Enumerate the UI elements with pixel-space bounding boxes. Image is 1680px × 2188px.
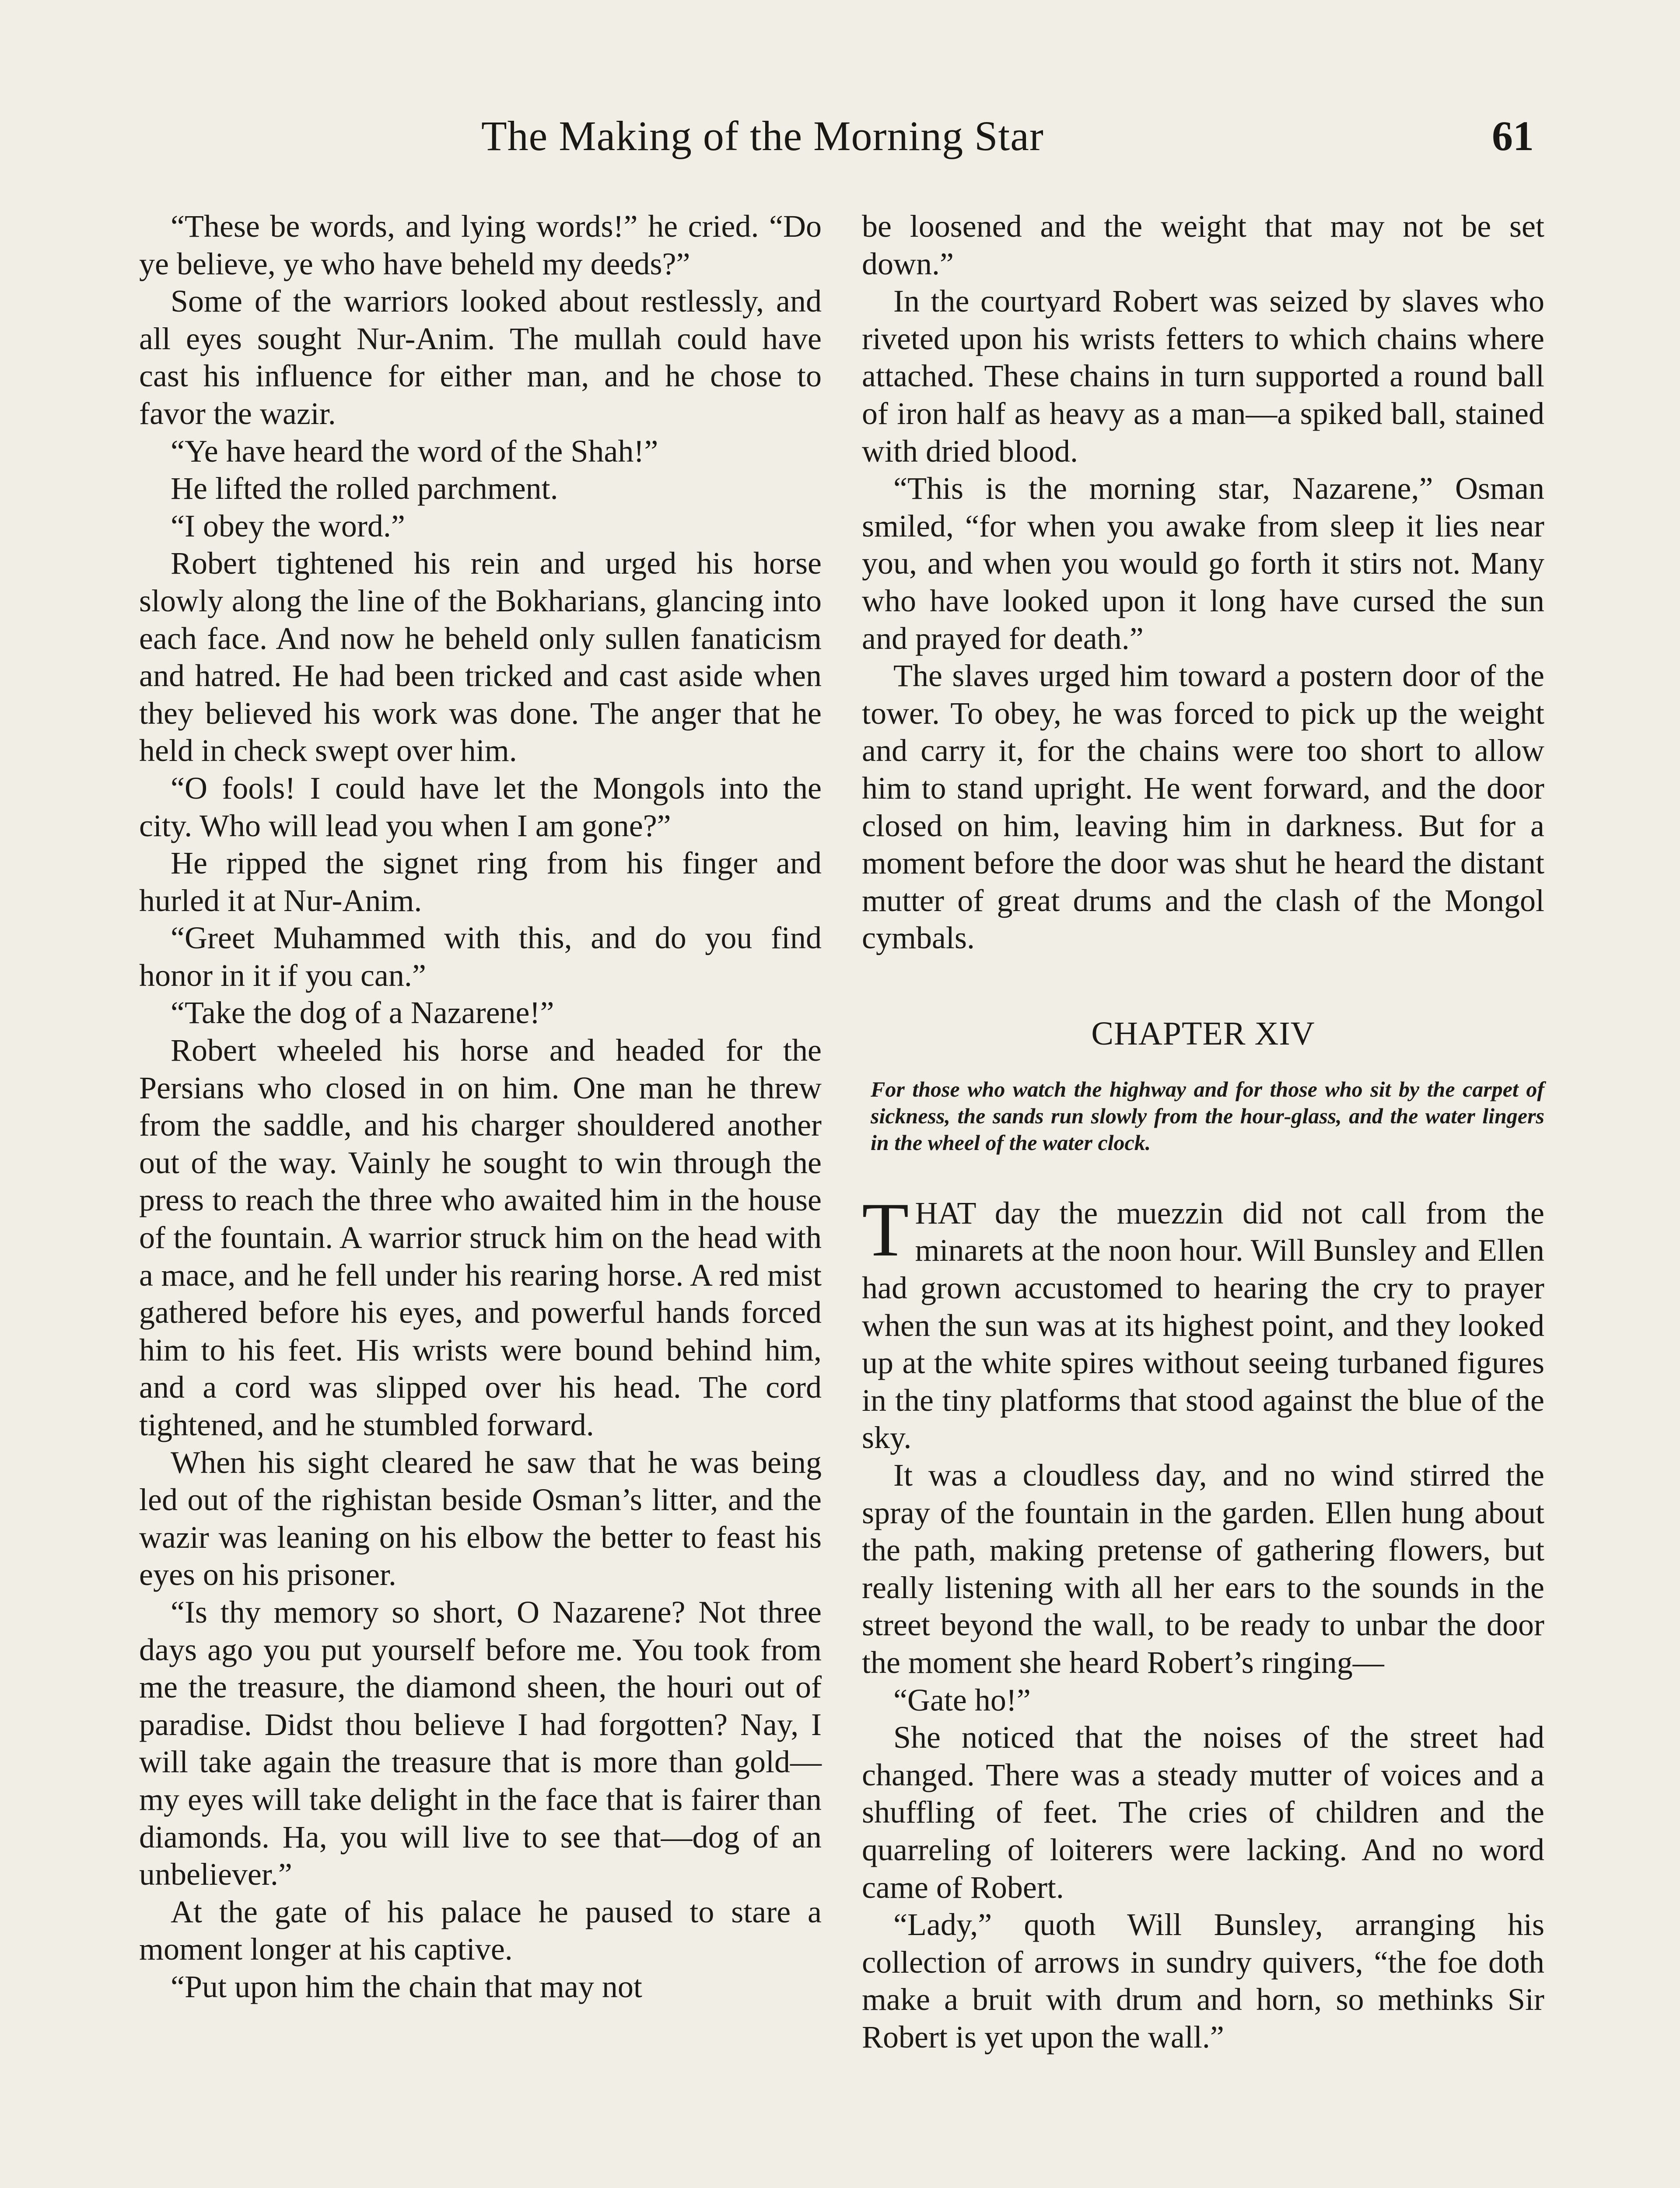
paragraph: “Take the dog of a Nazarene!” (171, 995, 554, 1031)
paragraph: It was a cloudless day, and no wind stirred the spray of the fountain in the garden. Ellen hung about the path, making pretense of gathering flowers, but really listening with all her ears to the sounds in the street beyond the wall, to be ready to unbar the door the moment she heard Robert’s ringing— (862, 1458, 1544, 1680)
opening-paragraph (862, 1187, 1544, 1457)
paragraph: Robert wheeled his horse and headed for the Persians who closed in on him. One man he threw from the saddle, and his charger shouldered another out of the way. Vainly he sought to win through the press to reach the three who awaited him in the house of the fountain. A warrior struck him on the head with a mace, and he fell under his rearing horse. A red mist gathered before his eyes, and powerful hands forced him to his feet. His wrists were bound behind him, and a cord was slipped over his head. The cord tightened, and he stumbled forward. (139, 1033, 822, 1442)
page-number: 61 (1492, 112, 1534, 159)
paragraph: Some of the warriors looked about restlessly, and all eyes sought Nur-Anim. The mullah could have cast his influence for either man, and he chose to favor the wazir. (139, 284, 822, 431)
chapter-heading: CHAPTER XIV (1091, 1015, 1315, 1052)
running-title: The Making of the Morning Star (481, 112, 1044, 159)
paragraph: “Greet Muhammed with this, and do you find honor in it if you can.” (139, 920, 822, 993)
paragraph: “Ye have heard the word of the Shah!” (171, 433, 658, 469)
paragraph: “This is the morning star, Nazarene,” Osman smiled, “for when you awake from sleep it lies near you, and when you would go forth it stirs not. Many who have looked upon it long have cursed the sun and prayed for death.” (862, 471, 1544, 656)
opening-text: HAT day the muezzin did not call from the minarets at the noon hour. Will Bunsley and Ellen had grown accustomed to hearing the cry to prayer when the sun was at its highest point, and they looked up at the white spires without seeing turbaned figures in the tiny platforms that stood against the blue of the sky. (862, 1195, 1544, 1455)
paragraph: The slaves urged him toward a postern door of the tower. To obey, he was forced to pick up the weight and carry it, for the chains were too short to allow him to stand upright. He went forward, and the door closed on him, leaving him in darkness. But for a moment before the door was shut he heard the distant mutter of great drums and the clash of the Mongol cymbals. (862, 658, 1544, 956)
paragraph: When his sight cleared he saw that he was being led out of the righistan beside Osman’s litter, and the wazir was leaning on his elbow the better to feast his eyes on his prisoner. (139, 1445, 822, 1592)
paragraph: “Is thy memory so short, O Nazarene? Not three days ago you put yourself before me. You took from me the treasure, the diamond sheen, the houri out of paradise. Didst thou believe I had forgotten? Nay, I will take again the treasure that is more than gold—my eyes will take delight in the face that is fairer than diamonds. Ha, you will live to see that—dog of an unbeliever.” (139, 1594, 822, 1892)
paragraph: She noticed that the noises of the street had changed. There was a steady mutter of voices and a shuffling of feet. The cries of children and the quarreling of loiterers were lacking. And no word came of Robert. (862, 1720, 1544, 1905)
paragraph: be loosened and the weight that may not be set down.” (862, 209, 1544, 281)
paragraph: “Gate ho!” (893, 1682, 1031, 1718)
drop-cap: T (862, 1187, 909, 1273)
paragraph: “Put upon him the chain that may not (171, 1969, 642, 2004)
paragraph: “These be words, and lying words!” he cried. “Do ye believe, ye who have beheld my deeds?” (139, 209, 822, 281)
right-column (862, 208, 1544, 2056)
paragraph: Robert tightened his rein and urged his horse slowly along the line of the Bokharians, glancing into each face. And now he beheld only sullen fanaticism and hatred. He had been tricked and cast aside when they believed his work was done. The anger that he held in check swept over him. (139, 546, 822, 768)
paragraph: At the gate of his palace he paused to stare a moment longer at his captive. (139, 1894, 822, 1967)
paragraph: “O fools! I could have let the Mongols into the city. Who will lead you when I am gone?” (139, 770, 822, 843)
chapter-epigraph: For those who watch the highway and for those who sit by the carpet of sickness, the sands run slowly from the hour-glass, and the water lingers in the wheel of the water clock. (871, 1076, 1544, 1155)
running-head (0, 112, 1680, 168)
paragraph: “I obey the word.” (171, 508, 405, 543)
paragraph: He lifted the rolled parchment. (171, 471, 558, 506)
left-column (139, 208, 822, 2006)
paragraph: “Lady,” quoth Will Bunsley, arranging his collection of arrows in sundry quivers, “the foe doth make a bruit with drum and horn, so methinks Sir Robert is yet upon the wall.” (862, 1907, 1544, 2055)
paragraph: In the courtyard Robert was seized by slaves who riveted upon his wrists fetters to which chains where attached. These chains in turn supported a round ball of iron half as heavy as a man—a spiked ball, stained with dried blood. (862, 284, 1544, 469)
paragraph: He ripped the signet ring from his finger and hurled it at Nur-Anim. (139, 845, 822, 918)
